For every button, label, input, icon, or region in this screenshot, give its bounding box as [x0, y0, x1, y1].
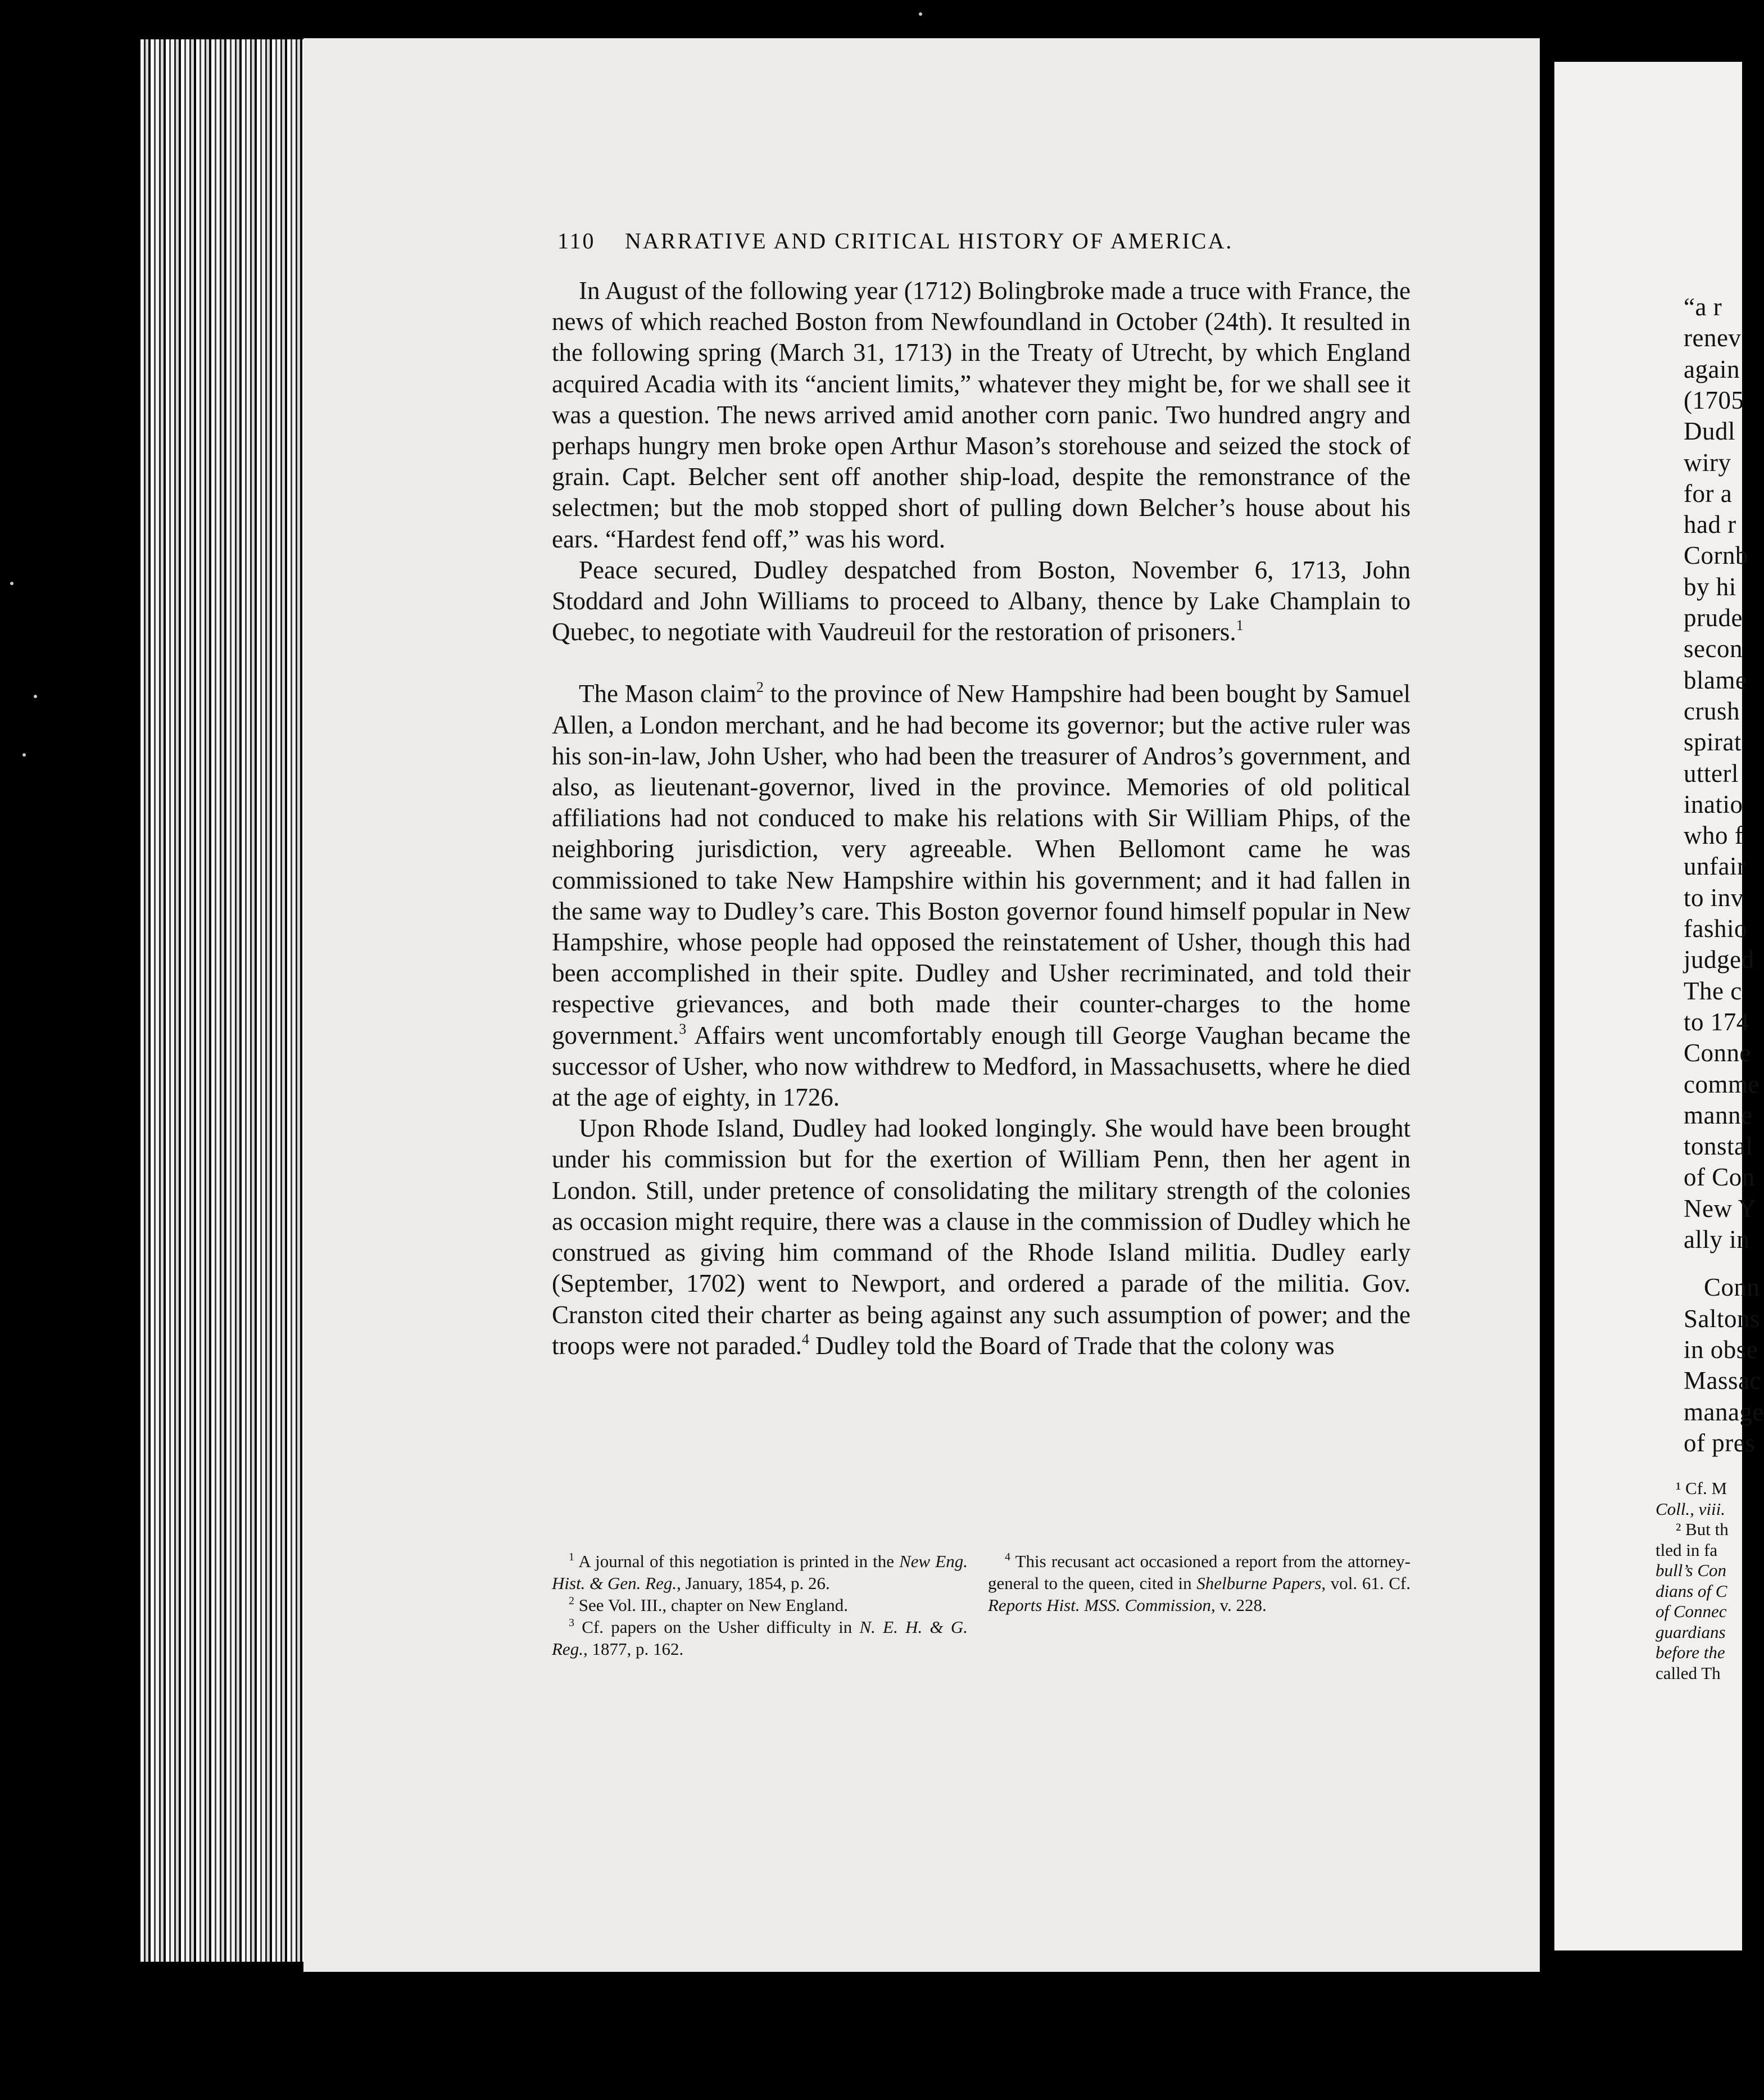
- scan-speck: [22, 753, 26, 757]
- facing-page-fragment: [1554, 62, 1764, 1950]
- facing-page-line: to 174: [1684, 1007, 1749, 1036]
- scan-speck: [10, 582, 13, 585]
- facing-page-line: had r: [1684, 510, 1736, 539]
- facing-page-note: before the: [1656, 1642, 1725, 1662]
- running-head: [557, 228, 1310, 254]
- facing-page-note: bull’s Con: [1656, 1560, 1727, 1580]
- footnote-ref: 4: [801, 1330, 809, 1347]
- facing-page-line: Saltons: [1684, 1304, 1761, 1333]
- facing-page-line: Dudl: [1684, 417, 1735, 446]
- facing-page-line: fashio: [1684, 915, 1747, 943]
- page-edges: [140, 39, 309, 1962]
- facing-page-line: by hi: [1684, 572, 1736, 601]
- facing-page-line: (1705: [1684, 386, 1744, 414]
- paragraph: In August of the following year (1712) Bolingbroke made a truce with France, the news of which reached Boston from Newfoundland in October (24th). It resulted in the following spring (March 31, 1713) in the Treaty of Utrecht, by which England acquired Acadia with its “ancient limits,” whatever they might be, for we shall see it was a question. The news arrived amid another corn panic. Two hundred angry and perhaps hungry men broke open Arthur Mason’s storehouse and seized the stock of grain. Capt. Belcher sent off another ship-load, despite the remonstrance of the selectmen; but the mob stopped short of pulling down Belcher’s house about his ears. “Hardest fend off,” was his word.: [552, 277, 1411, 553]
- facing-page-line: Cornb: [1684, 541, 1748, 570]
- facing-page-note: ¹ Cf. M: [1676, 1478, 1727, 1498]
- footnotes-left: [552, 1550, 968, 1660]
- facing-page-line: secon: [1684, 635, 1743, 663]
- facing-page-line: who f: [1684, 821, 1744, 850]
- facing-page-line: prude: [1684, 604, 1743, 632]
- facing-page-line: blame: [1684, 666, 1747, 694]
- facing-page-line: judged: [1684, 945, 1754, 974]
- facing-page-line: crush: [1684, 696, 1740, 725]
- facing-page-line: of pres: [1684, 1428, 1756, 1457]
- facing-page-line: in obse: [1684, 1335, 1758, 1364]
- facing-page-line: inatio: [1684, 790, 1743, 818]
- scan-speck: [919, 12, 922, 16]
- paragraph: Peace secured, Dudley despatched from Boston, November 6, 1713, John Stoddard and John Williams to proceed to Albany, thence by Lake Champlain to Quebec, to negotiate with Vaudreuil for the restoration of prisoners.$^1$: [552, 555, 1411, 646]
- facing-page-line: comme: [1684, 1070, 1760, 1098]
- facing-page-line: manage: [1684, 1397, 1764, 1426]
- facing-page-line: “a r: [1684, 293, 1722, 321]
- scan-speck: [34, 695, 37, 698]
- facing-page-line: wiry: [1684, 448, 1731, 477]
- facing-page-line: of Con: [1684, 1163, 1755, 1192]
- facing-page-line: to inv: [1684, 883, 1744, 912]
- facing-page-line: Conne: [1684, 1039, 1751, 1067]
- facing-page-line: again: [1684, 355, 1740, 383]
- footnote: $^4$ This recusant act occasioned a report from the attorney-general to the queen, cited in Shelburne Papers, vol. 61. Cf. Reports Hist. MSS. Commission, v. 228.: [988, 1551, 1411, 1615]
- facing-page-line: tonstal: [1684, 1132, 1753, 1161]
- facing-page-line: spirat: [1684, 728, 1742, 757]
- facing-page-line: renev: [1684, 324, 1742, 352]
- facing-page-note: called Th: [1656, 1663, 1721, 1683]
- footnotes-right: [988, 1550, 1411, 1616]
- facing-page-note: guardians: [1656, 1622, 1726, 1642]
- main-text: [552, 275, 1411, 1361]
- facing-page-line: ally in: [1684, 1225, 1750, 1253]
- paragraph: The Mason claim$^2$ to the province of New Hampshire had been bought by Samuel Allen, a London merchant, and he had become its governor; but the active ruler was his son-in-law, John Usher, who had been the treasurer of Andros’s government, and also, as lieutenant-governor, lived in the province. Memories of old political affiliations had not conduced to make his relations with Sir William Phips, of the neighboring jurisdiction, very agreeable. When Bellomont came he was commissioned to take New Hampshire within his government; and it had fallen in the same way to Dudley’s care. This Boston governor found himself popular in New Hampshire, whose people had opposed the reinstatement of Usher, though this had been accomplished in their spite. Dudley and Usher recriminated, and told their respective grievances, and both made their counter-charges to the home government.$^3$ Affairs went uncomfortably enough till George Vaughan became the successor of Usher, who now withdrew to Medford, in Massachusetts, where he died at the age of eighty, in 1726.: [552, 679, 1411, 1112]
- facing-page-line: Massac: [1684, 1366, 1761, 1395]
- paragraph: Upon Rhode Island, Dudley had looked longingly. She would have been brought under his commission but for the exertion of William Penn, then her agent in London. Still, under pretence of consolidating the military strength of the colonies as occasion might require, there was a clause in the commission of Dudley which he construed as giving him command of the Rhode Island militia. Dudley early (September, 1702) went to Newport, and ordered a parade of the militia. Gov. Cranston cited their charter as being against any such assumption of power; and the troops were not paraded.$^4$ Dudley told the Board of Trade that the colony was: [552, 1114, 1411, 1360]
- book-title: NARRATIVE AND CRITICAL HISTORY OF AMERICA.: [625, 228, 1234, 254]
- footnote-ref: 1: [1236, 617, 1244, 634]
- facing-page-note: dians of C: [1656, 1581, 1727, 1601]
- facing-page-note: Coll., viii.: [1656, 1499, 1725, 1519]
- facing-page-line: utterl: [1684, 759, 1739, 788]
- facing-page-note: ² But th: [1676, 1519, 1729, 1539]
- footnote: $^2$ See Vol. III., chapter on New England.: [569, 1595, 848, 1615]
- footnote: $^1$ A journal of this negotiation is printed in the New Eng. Hist. & Gen. Reg., January, 1854, p. 26.: [552, 1551, 968, 1593]
- facing-page-line: The c: [1684, 976, 1742, 1005]
- footnote-ref: 3: [679, 1020, 687, 1037]
- facing-page-note: tled in fa: [1656, 1540, 1718, 1560]
- facing-page-line: for a: [1684, 479, 1733, 508]
- facing-page-line: unfair: [1684, 852, 1746, 881]
- facing-page-line: New Y: [1684, 1194, 1757, 1223]
- page-number: 110: [557, 228, 596, 254]
- facing-page-line: Conn: [1704, 1273, 1760, 1302]
- footnote-ref: 2: [756, 679, 764, 696]
- facing-page-note: of Connec: [1656, 1601, 1727, 1621]
- facing-page-line: manne: [1684, 1101, 1753, 1129]
- footnote: $^3$ Cf. papers on the Usher difficulty in N. E. H. & G. Reg., 1877, p. 162.: [552, 1617, 968, 1659]
